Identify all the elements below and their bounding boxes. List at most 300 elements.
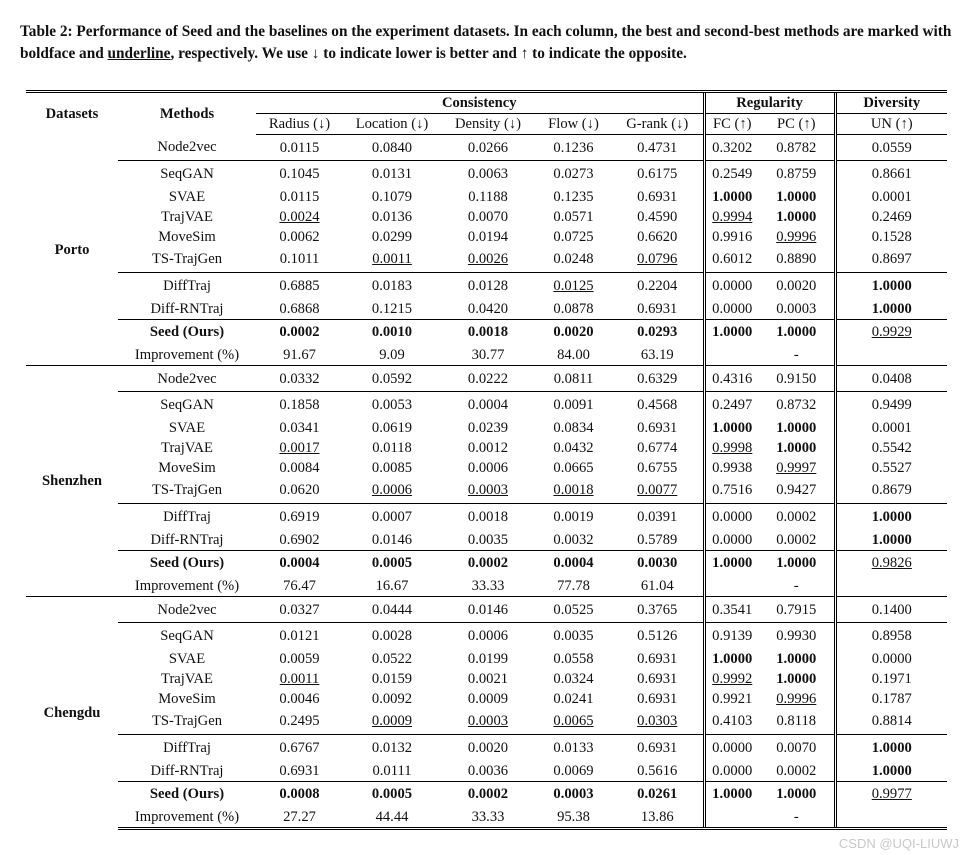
cell-value: 1.0000 (776, 786, 817, 803)
table-cell (343, 550, 441, 576)
table-row (26, 781, 947, 807)
table-row (26, 207, 947, 227)
table-cell (441, 576, 535, 597)
table-cell (759, 366, 835, 392)
table-cell (343, 504, 441, 530)
cell-value: 0.0092 (371, 690, 413, 707)
table-row (26, 530, 947, 551)
caption-underline-word: underline (107, 45, 171, 62)
table-cell (256, 781, 343, 807)
table-cell (256, 735, 343, 761)
table-cell (256, 649, 343, 669)
table-cell (835, 227, 947, 247)
table-cell (441, 735, 535, 761)
table-cell (835, 781, 947, 807)
table-cell (759, 550, 835, 576)
table-cell (441, 299, 535, 320)
cell-value: 0.6175 (637, 165, 678, 182)
table-cell (343, 735, 441, 761)
table-cell (612, 438, 704, 458)
table-cell (441, 709, 535, 735)
table-cell (535, 576, 612, 597)
cell-value: 0.0001 (871, 419, 912, 436)
table-cell (759, 392, 835, 418)
method-name: Improvement (%) (118, 807, 256, 829)
table-cell (835, 247, 947, 273)
cell-value: 0.0327 (279, 601, 320, 618)
table-cell (535, 187, 612, 207)
cell-value: 0.9139 (712, 627, 753, 644)
table-cell (612, 366, 704, 392)
method-name: SVAE (168, 650, 206, 667)
table-row (26, 418, 947, 438)
cell-value: 1.0000 (712, 555, 753, 572)
table-cell (535, 550, 612, 576)
cell-value: 0.2495 (279, 713, 320, 730)
table-cell (704, 366, 759, 392)
cell-value: 0.3202 (712, 139, 753, 156)
cell-value: 0.2204 (637, 277, 678, 294)
cell-value: 0.8759 (776, 165, 817, 182)
table-cell (759, 781, 835, 807)
cell-value: 0.0725 (553, 228, 594, 245)
header-un: UN (↑) (835, 114, 947, 135)
cell-value: 0.0111 (372, 762, 412, 779)
cell-value: 0.1400 (871, 601, 912, 618)
table-cell (343, 649, 441, 669)
table-cell (759, 418, 835, 438)
cell-value: 0.8814 (871, 713, 912, 730)
cell-value: 0.0559 (871, 139, 912, 156)
cell-value: 0.0002 (279, 324, 320, 341)
table-cell (256, 247, 343, 273)
cell-value: 0.1215 (371, 300, 413, 317)
table-cell (441, 761, 535, 782)
method-name: SVAE (168, 419, 206, 436)
cell-value: 0.0035 (467, 531, 509, 548)
dataset-name: Shenzhen (26, 366, 118, 597)
table-cell (835, 623, 947, 649)
table-cell (612, 709, 704, 735)
cell-value: 0.7915 (776, 601, 817, 618)
cell-value: 0.0011 (279, 670, 320, 687)
table-cell (704, 319, 759, 345)
table-cell (535, 597, 612, 623)
cell-value: 0.0525 (553, 601, 594, 618)
table-cell (256, 207, 343, 227)
cell-value: 0.0006 (371, 482, 413, 499)
cell-value: 0.5542 (871, 439, 912, 456)
cell-value: 1.0000 (776, 439, 817, 456)
table-cell (441, 669, 535, 689)
table-row (26, 761, 947, 782)
method-name: Improvement (%) (134, 578, 240, 594)
table-cell (441, 227, 535, 247)
cell-value: - (793, 578, 799, 594)
cell-value: 0.0024 (279, 208, 320, 225)
table-cell (835, 478, 947, 504)
cell-value: 0.0012 (467, 439, 509, 456)
table-cell (612, 247, 704, 273)
cell-value: 0.9996 (776, 228, 817, 245)
table-cell (441, 273, 535, 299)
table-cell (612, 187, 704, 207)
table-cell (343, 345, 441, 366)
method-name: Improvement (%) (134, 347, 240, 363)
table-cell (535, 781, 612, 807)
table-cell (612, 623, 704, 649)
cell-value: 0.0053 (371, 396, 413, 413)
table-cell (704, 597, 759, 623)
table-cell (704, 781, 759, 807)
table-cell (535, 478, 612, 504)
table-cell (256, 161, 343, 187)
table-cell (704, 345, 759, 366)
table-cell (835, 392, 947, 418)
cell-value: 0.0002 (776, 762, 817, 779)
table-cell (256, 273, 343, 299)
table-cell (441, 161, 535, 187)
table-cell (835, 709, 947, 735)
header-group-diversity: Diversity (835, 92, 947, 114)
cell-value: 0.6774 (637, 439, 678, 456)
table-cell (612, 135, 704, 161)
cell-value: 1.0000 (871, 277, 912, 294)
table-cell (256, 187, 343, 207)
table-cell (441, 319, 535, 345)
cell-value: 0.3541 (712, 601, 753, 618)
cell-value: 0.0146 (467, 601, 509, 618)
header-location: Location (↓) (343, 114, 441, 135)
cell-value: 16.67 (375, 578, 409, 594)
method-name: Seed (Ours) (118, 781, 256, 807)
table-cell (835, 187, 947, 207)
table-cell (256, 669, 343, 689)
table-cell (612, 345, 704, 366)
table-cell (759, 576, 835, 597)
table-cell (535, 366, 612, 392)
table-cell (343, 623, 441, 649)
cell-value: 0.9499 (871, 396, 912, 413)
cell-value: 0.0266 (467, 139, 509, 156)
table-cell (612, 392, 704, 418)
cell-value: 0.0324 (553, 670, 594, 687)
cell-value: 0.0000 (712, 300, 753, 317)
table-cell (441, 689, 535, 709)
cell-value: 0.0008 (279, 786, 320, 803)
cell-value: 0.0811 (553, 370, 594, 387)
cell-value: 0.0241 (553, 690, 594, 707)
table-cell (759, 187, 835, 207)
cell-value: 0.0558 (553, 650, 594, 667)
table-cell (704, 550, 759, 576)
cell-value: 0.0018 (553, 482, 594, 499)
table-cell (612, 576, 704, 597)
table-cell (612, 319, 704, 345)
table-cell (835, 576, 947, 597)
cell-value: 0.0010 (371, 324, 413, 341)
table-cell (343, 438, 441, 458)
table-row (26, 807, 947, 829)
cell-value: 0.9150 (776, 370, 817, 387)
cell-value: 0.0000 (871, 650, 912, 667)
table-cell (256, 761, 343, 782)
table-row (26, 299, 947, 320)
dataset-name: Chengdu (26, 597, 118, 829)
cell-value: 0.0132 (371, 739, 413, 756)
cell-value: 27.27 (283, 809, 316, 825)
table-row (26, 623, 947, 649)
table-cell (256, 807, 343, 829)
header-flow: Flow (↓) (535, 114, 612, 135)
table-cell (256, 709, 343, 735)
cell-value: 0.0000 (712, 739, 753, 756)
table-cell (256, 366, 343, 392)
table-cell (612, 669, 704, 689)
table-cell (759, 458, 835, 478)
table-cell (256, 319, 343, 345)
table-caption (20, 21, 955, 65)
cell-value: 0.6931 (637, 419, 678, 436)
cell-value: 0.0222 (467, 370, 509, 387)
cell-value: 0.1528 (871, 228, 912, 245)
cell-value: 0.9427 (776, 482, 817, 499)
cell-value: 0.0000 (712, 277, 753, 294)
table-row (26, 669, 947, 689)
table-row (26, 187, 947, 207)
table-cell (343, 187, 441, 207)
cell-value: 0.0002 (776, 531, 817, 548)
table-cell (612, 597, 704, 623)
table-cell (535, 319, 612, 345)
table-cell (835, 135, 947, 161)
table-cell (612, 273, 704, 299)
cell-value: 1.0000 (871, 300, 912, 317)
results-table (26, 90, 947, 830)
table-cell (759, 649, 835, 669)
cell-value: 1.0000 (776, 670, 817, 687)
cell-value: 0.0021 (467, 670, 509, 687)
cell-value: 0.0592 (371, 370, 413, 387)
table-cell (612, 550, 704, 576)
table-cell (835, 530, 947, 551)
cell-value: 0.2469 (871, 208, 912, 225)
cell-value: 0.0026 (467, 251, 509, 268)
table-cell (704, 709, 759, 735)
cell-value: 1.0000 (871, 508, 912, 525)
cell-value: 0.9916 (712, 228, 753, 245)
cell-value: 0.9994 (712, 208, 753, 225)
table-cell (343, 689, 441, 709)
table-cell (343, 709, 441, 735)
cell-value: 0.4590 (637, 208, 678, 225)
cell-value: 0.0077 (637, 482, 678, 499)
table-cell (612, 418, 704, 438)
table-row (26, 576, 947, 597)
table-row (26, 273, 947, 299)
table-cell (343, 227, 441, 247)
cell-value: 0.0020 (467, 739, 509, 756)
cell-value: 0.6902 (279, 531, 320, 548)
table-cell (612, 735, 704, 761)
cell-value: 0.4316 (712, 370, 753, 387)
table-cell (835, 458, 947, 478)
table-cell (835, 550, 947, 576)
cell-value: 0.0009 (467, 690, 509, 707)
table-cell (759, 273, 835, 299)
cell-value: - (793, 347, 799, 363)
cell-value: 1.0000 (776, 208, 817, 225)
table-cell (343, 207, 441, 227)
method-name: TS-TrajGen (152, 713, 222, 730)
method-name: MoveSim (158, 228, 216, 245)
cell-value: 0.0003 (467, 482, 509, 499)
cell-value: 0.6885 (279, 277, 320, 294)
cell-value: 0.0020 (776, 277, 817, 294)
table-cell (441, 207, 535, 227)
table-row (26, 550, 947, 576)
cell-value: 0.0020 (553, 324, 594, 341)
table-cell (759, 161, 835, 187)
header-datasets: Datasets (26, 92, 118, 135)
cell-value: 0.0408 (871, 370, 912, 387)
table-cell (441, 781, 535, 807)
table-cell (441, 550, 535, 576)
cell-value: 0.0070 (467, 208, 509, 225)
table-row (26, 649, 947, 669)
cell-value: 63.19 (640, 347, 674, 363)
cell-value: 77.78 (557, 578, 590, 594)
table-cell (835, 418, 947, 438)
cell-value: 0.0084 (279, 459, 320, 476)
cell-value: 0.7516 (712, 482, 753, 499)
cell-value: 0.0796 (637, 251, 678, 268)
cell-value: 0.0194 (467, 228, 509, 245)
table-cell (759, 735, 835, 761)
cell-value: 1.0000 (871, 531, 912, 548)
table-cell (759, 345, 835, 366)
cell-value: 0.8679 (871, 482, 912, 499)
cell-value: 0.0007 (371, 508, 413, 525)
cell-value: 0.5616 (637, 762, 678, 779)
table-cell (535, 669, 612, 689)
cell-value: 95.38 (557, 809, 590, 825)
method-name: TrajVAE (161, 670, 213, 687)
table-cell (704, 438, 759, 458)
table-cell (256, 597, 343, 623)
cell-value: 9.09 (379, 347, 405, 363)
cell-value: 0.0118 (372, 439, 412, 456)
table-cell (759, 207, 835, 227)
table-cell (759, 530, 835, 551)
cell-value: 0.9977 (871, 786, 912, 803)
cell-value: 0.0834 (553, 419, 594, 436)
cell-value: 0.0303 (637, 713, 678, 730)
table-cell (441, 623, 535, 649)
caption-text-2: , respectively. We use ↓ to indicate lower is better and ↑ to indicate the opposite. (170, 45, 687, 62)
table-cell (441, 504, 535, 530)
cell-value: 0.5789 (637, 531, 678, 548)
cell-value: 0.5126 (637, 627, 678, 644)
table-cell (835, 807, 947, 829)
table-cell (343, 478, 441, 504)
table-cell (535, 689, 612, 709)
table-cell (441, 530, 535, 551)
table-cell (759, 135, 835, 161)
table-cell (441, 345, 535, 366)
cell-value: 0.0571 (553, 208, 594, 225)
cell-value: 0.0005 (371, 555, 413, 572)
table-cell (256, 689, 343, 709)
cell-value: 0.0011 (372, 251, 412, 268)
table-cell (835, 345, 947, 366)
cell-value: 0.0199 (467, 650, 509, 667)
table-cell (759, 623, 835, 649)
cell-value: 0.6767 (279, 739, 320, 756)
table-cell (759, 319, 835, 345)
table-row (26, 345, 947, 366)
cell-value: 0.0009 (371, 713, 413, 730)
table-cell (704, 761, 759, 782)
cell-value: 0.6620 (637, 228, 678, 245)
cell-value: 0.6919 (279, 508, 320, 525)
cell-value: 0.4731 (637, 139, 678, 156)
header-group-regularity: Regularity (704, 92, 835, 114)
table-cell (535, 807, 612, 829)
table-row (26, 504, 947, 530)
cell-value: 0.0001 (871, 188, 912, 205)
table-row (26, 227, 947, 247)
cell-value: 0.0878 (553, 300, 594, 317)
cell-value: 0.0065 (553, 713, 594, 730)
cell-value: 0.5527 (871, 459, 912, 476)
table-cell (704, 299, 759, 320)
table-cell (343, 366, 441, 392)
table-cell (535, 418, 612, 438)
table-cell (835, 761, 947, 782)
table-cell (704, 807, 759, 829)
cell-value: 0.0019 (553, 508, 594, 525)
cell-value: 0.0115 (279, 139, 320, 156)
cell-value: 0.0522 (371, 650, 413, 667)
table-cell (441, 458, 535, 478)
cell-value: - (793, 809, 799, 825)
table-cell (256, 438, 343, 458)
table-cell (704, 504, 759, 530)
table-cell (835, 649, 947, 669)
cell-value: 0.1858 (279, 396, 320, 413)
cell-value: 0.0091 (553, 396, 594, 413)
table-cell (835, 299, 947, 320)
table-cell (343, 299, 441, 320)
cell-value: 0.0128 (467, 277, 509, 294)
table-cell (759, 761, 835, 782)
cell-value: 0.9929 (871, 324, 912, 341)
table-cell (441, 418, 535, 438)
cell-value: 0.1236 (553, 139, 594, 156)
cell-value: 0.0028 (371, 627, 413, 644)
cell-value: 0.4568 (637, 396, 678, 413)
method-name: Seed (Ours) (118, 550, 256, 576)
table-cell (343, 161, 441, 187)
table-cell (759, 689, 835, 709)
table-cell (256, 392, 343, 418)
table-row (26, 247, 947, 273)
table-cell (612, 689, 704, 709)
method-name: SeqGAN (118, 392, 256, 418)
cell-value: 0.0002 (776, 508, 817, 525)
table-cell (759, 299, 835, 320)
